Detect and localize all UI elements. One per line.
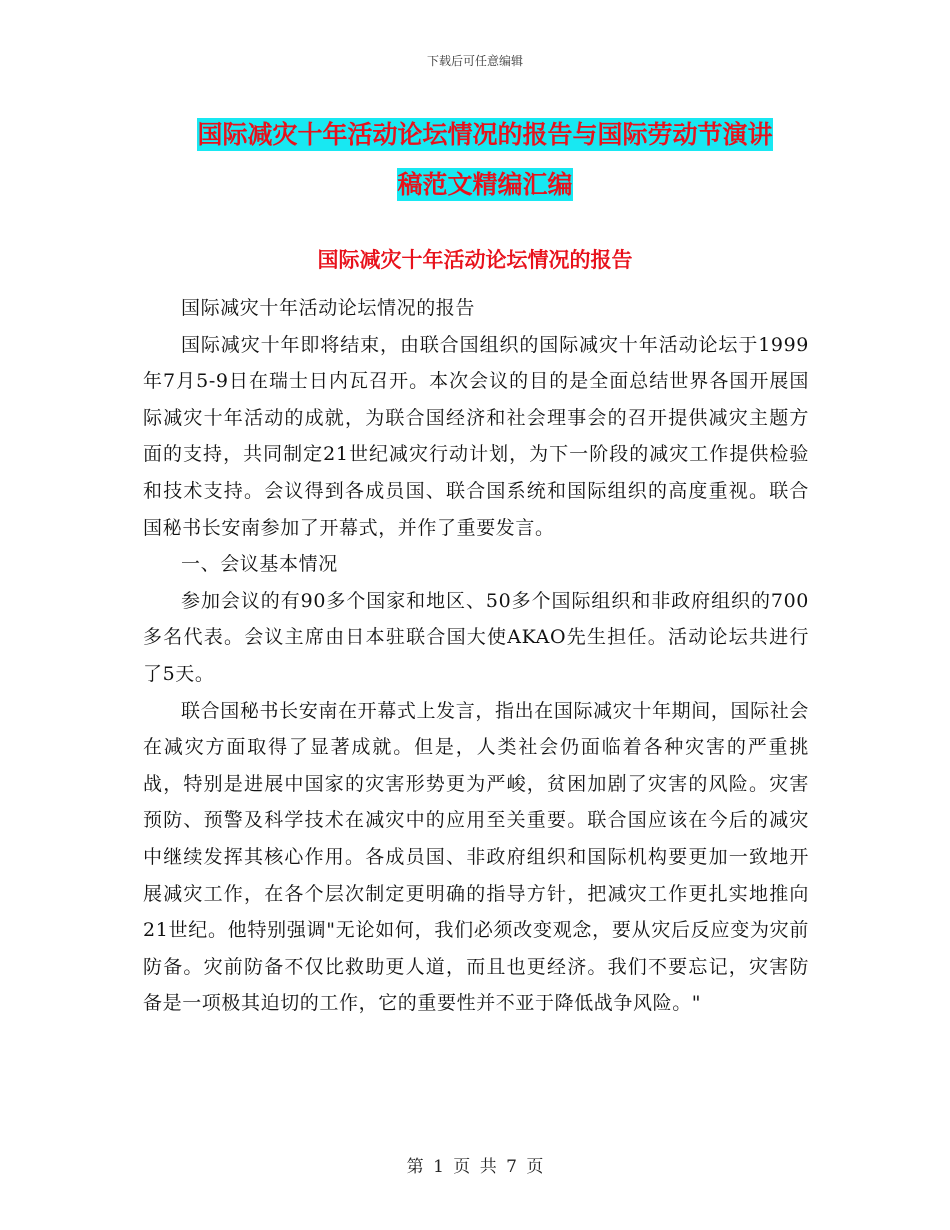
document-body bbox=[143, 290, 809, 1022]
subheading: 一、会议基本情况 bbox=[181, 553, 338, 576]
document-title-line-2: 稿范文精编汇编 bbox=[397, 170, 573, 199]
paragraph: 参加会议的有90多个国家和地区、50多个国际组织和非政府组织的700多名代表。会议主席由日本驻联合国大使AKAO先生担任。活动论坛共进行了5天。 bbox=[143, 589, 809, 685]
document-title-line-1: 国际减灾十年活动论坛情况的报告与国际劳动节演讲 bbox=[197, 120, 773, 149]
paragraph: 联合国秘书长安南在开幕式上发言，指出在国际减灾十年期间，国际社会在减灾方面取得了显著成就。但是，人类社会仍面临着各种灾害的严重挑战，特别是进展中国家的灾害形势更为严峻，贫困加剧了灾害的风险。灾害预防、预警及科学技术在减灾中的应用至关重要。联合国应该在今后的减灾中继续发挥其核心作用。各成员国、非政府组织和国际机构要更加一致地开展减灾工作，在各个层次制定更明确的指导方针，把减灾工作更扎实地推向21世纪。他特别强调"无论如何，我们必须改变观念，要从灾后反应变为灾前防备。灾前防备不仅比救助更人道，而且也更经济。我们不要忘记，灾害防备是一项极其迫切的工作，它的重要性并不亚于降低战争风险。" bbox=[143, 699, 809, 1015]
section-title: 国际减灾十年活动论坛情况的报告 bbox=[317, 248, 633, 272]
paragraph: 国际减灾十年活动论坛情况的报告 bbox=[181, 297, 476, 319]
page-number-footer: 第 1 页 共 7 页 bbox=[406, 1157, 544, 1177]
document-title bbox=[140, 110, 830, 210]
page-header: 下载后可任意编辑 bbox=[426, 54, 523, 68]
paragraph: 国际减灾十年即将结束，由联合国组织的国际减灾十年活动论坛于1999年7月5-9日在瑞士日内瓦召开。本次会议的目的是全面总结世界各国开展国际减灾十年活动的成就，为联合国经济和社会理事会的召开提供减灾主题方面的支持，共同制定21世纪减灾行动计划，为下一阶段的减灾工作提供检验和技术支持。会议得到各成员国、联合国系统和国际组织的高度重视。联合国秘书长安南参加了开幕式，并作了重要发言。 bbox=[143, 333, 809, 539]
